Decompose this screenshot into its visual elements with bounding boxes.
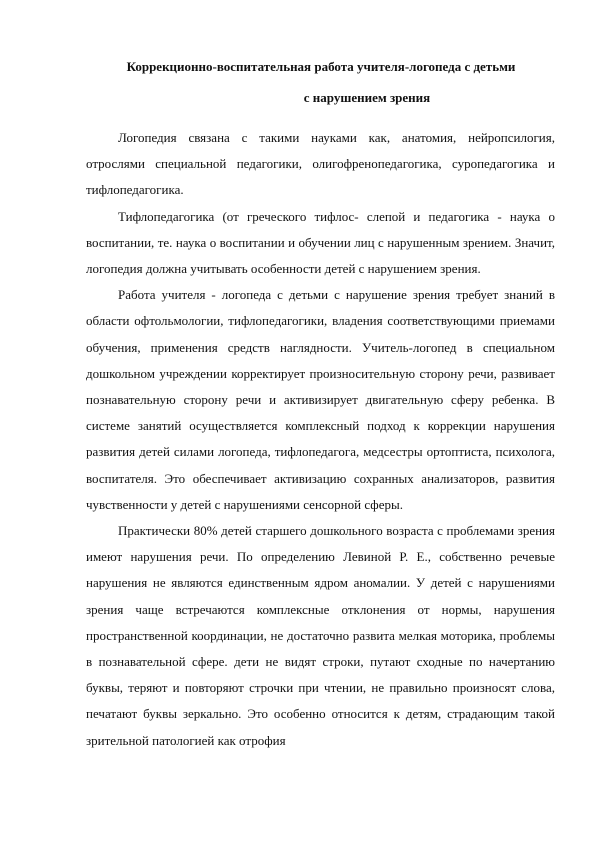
paragraph-2: Тифлопедагогика (от греческого тифлос- слепой и педагогика - наука о воспитании, те. наука о воспитании и обучении лиц с нарушенным зрением. Значит, логопедия должна учитывать особенности детей с нарушением зрения. [86,208,555,277]
document-title-line-2: с нарушением зрения [303,90,431,105]
paragraph-3: Работа учителя - логопеда с детьми с нарушение зрения требует знаний в области офтольмологии, тифлопедагогики, владения соответствующими приемами обучения, применения средств наглядности. Учитель-логопед в специальном дошкольном учреждении корректирует произносительную сторону речи, развивает познавательную сторону речи и активизирует двигательную сферу ребенка. В системе занятий осуществляется комплексный подход к коррекции нарушения развития детей силами логопеда, тифлопедагога, медсестры ортоптиста, психолога, воспитателя. Это обеспечивает активизацию сохранных анализаторов, развития чувственности у детей с нарушениями сенсорной сферы. [86,287,555,512]
document-body [86,125,555,754]
document-title-line-1: Коррекционно-воспитательная работа учителя-логопеда с детьми [126,59,516,74]
paragraph-1: Логопедия связана с такими науками как, анатомия, нейропсилогия, отрослями специальной педагогики, олигофренопедагогика, суропедагогика и тифлопедагогика. [86,130,555,198]
paragraph-4: Практически 80% детей старшего дошкольного возраста с проблемами зрения имеют нарушения речи. По определению Левиной Р. Е., собственно речевые нарушения не являются единственным ядром аномалии. У детей с нарушениями зрения чаще встречаются комплексные отклонения от нормы, нарушения пространственной координации, не достаточно развита мелкая моторика, проблемы в познавательной сфере. дети не видят строки, путают сходные по начертанию буквы, теряют и повторяют строчки при чтении, не правильно произносят слова, печатают буквы зеркально. Это особенно относится к детям, страдающим такой зрительной патологией как отрофия [86,523,555,748]
